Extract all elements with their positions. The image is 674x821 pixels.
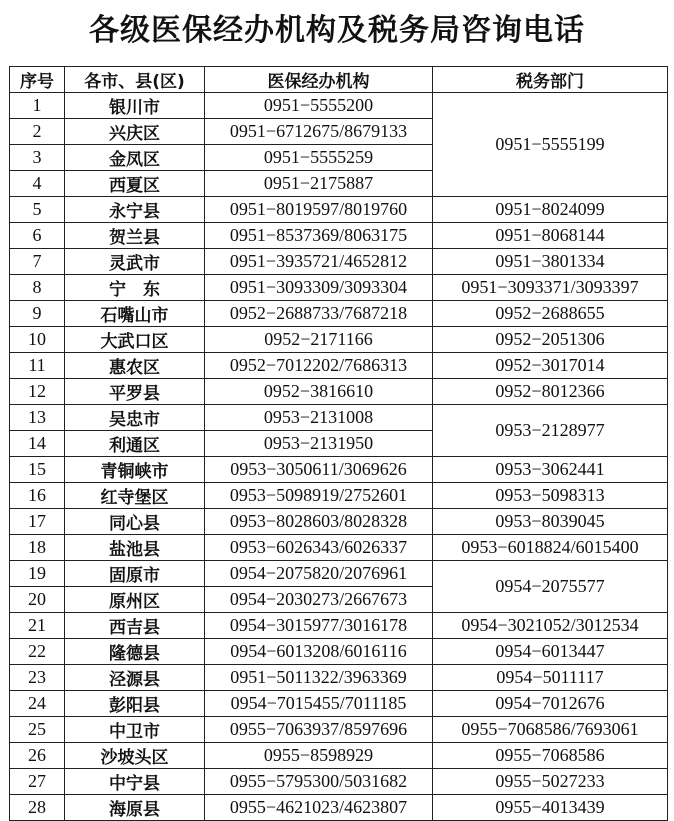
row-tax-phone: 0955−5027233 [433,769,668,795]
page-title: 各级医保经办机构及税务局咨询电话 [89,13,585,48]
row-tax-phone: 0952−2688655 [433,301,668,327]
table-row [10,457,668,483]
row-tax-phone: 0953−2128977 [433,405,668,457]
row-medical-phone: 0953−2131008 [205,405,433,431]
row-region: 泾源县 [65,665,205,691]
table-row [10,483,668,509]
row-tax-phone: 0951−3801334 [433,249,668,275]
row-index: 28 [10,795,65,821]
table-row [10,197,668,223]
row-index: 13 [10,405,65,431]
table-row [10,301,668,327]
table-row [10,665,668,691]
row-medical-phone: 0951−2175887 [205,171,433,197]
row-medical-phone: 0954−7015455/7011185 [205,691,433,717]
table-row [10,717,668,743]
row-tax-phone: 0953−5098313 [433,483,668,509]
row-index: 26 [10,743,65,769]
row-medical-phone: 0951−3935721/4652812 [205,249,433,275]
row-tax-phone: 0955−7068586/7693061 [433,717,668,743]
row-index: 19 [10,561,65,587]
row-index: 9 [10,301,65,327]
table-row [10,639,668,665]
row-medical-phone: 0953−3050611/3069626 [205,457,433,483]
row-index: 25 [10,717,65,743]
row-region: 沙坡头区 [65,743,205,769]
row-region: 中卫市 [65,717,205,743]
row-medical-phone: 0954−3015977/3016178 [205,613,433,639]
row-region: 贺兰县 [65,223,205,249]
row-region: 盐池县 [65,535,205,561]
row-tax-phone: 0955−4013439 [433,795,668,821]
row-tax-phone: 0953−8039045 [433,509,668,535]
row-tax-phone: 0953−3062441 [433,457,668,483]
row-index: 18 [10,535,65,561]
row-index: 5 [10,197,65,223]
row-index: 20 [10,587,65,613]
row-medical-phone: 0951−8537369/8063175 [205,223,433,249]
row-tax-phone: 0955−7068586 [433,743,668,769]
row-region: 灵武市 [65,249,205,275]
row-region: 惠农区 [65,353,205,379]
row-index: 7 [10,249,65,275]
row-region: 青铜峡市 [65,457,205,483]
row-medical-phone: 0951−6712675/8679133 [205,119,433,145]
row-region: 金凤区 [65,145,205,171]
row-medical-phone: 0955−8598929 [205,743,433,769]
row-medical-phone: 0954−6013208/6016116 [205,639,433,665]
row-index: 12 [10,379,65,405]
row-index: 17 [10,509,65,535]
row-region: 永宁县 [65,197,205,223]
header-tax-department: 税务部门 [433,67,668,93]
row-region: 西吉县 [65,613,205,639]
row-region: 彭阳县 [65,691,205,717]
table-row [10,691,668,717]
row-region: 同心县 [65,509,205,535]
contact-table [9,66,668,821]
table-row [10,509,668,535]
row-index: 23 [10,665,65,691]
row-index: 8 [10,275,65,301]
row-medical-phone: 0953−5098919/2752601 [205,483,433,509]
row-medical-phone: 0951−5555200 [205,93,433,119]
table-row [10,405,668,431]
row-region: 大武口区 [65,327,205,353]
row-index: 4 [10,171,65,197]
row-index: 6 [10,223,65,249]
row-index: 22 [10,639,65,665]
row-index: 14 [10,431,65,457]
header-index: 序号 [10,67,65,93]
row-tax-phone: 0954−5011117 [433,665,668,691]
row-tax-phone: 0951−5555199 [433,93,668,197]
row-region: 宁 东 [65,275,205,301]
row-medical-phone: 0954−2030273/2667673 [205,587,433,613]
row-index: 1 [10,93,65,119]
row-medical-phone: 0953−6026343/6026337 [205,535,433,561]
table-row [10,743,668,769]
row-region: 海原县 [65,795,205,821]
row-index: 21 [10,613,65,639]
row-index: 3 [10,145,65,171]
row-tax-phone: 0954−6013447 [433,639,668,665]
row-tax-phone: 0952−3017014 [433,353,668,379]
row-tax-phone: 0954−3021052/3012534 [433,613,668,639]
row-medical-phone: 0951−8019597/8019760 [205,197,433,223]
row-region: 利通区 [65,431,205,457]
row-index: 15 [10,457,65,483]
row-medical-phone: 0955−4621023/4623807 [205,795,433,821]
table-row [10,353,668,379]
row-index: 2 [10,119,65,145]
table-row [10,561,668,587]
row-medical-phone: 0952−2688733/7687218 [205,301,433,327]
row-region: 固原市 [65,561,205,587]
row-medical-phone: 0952−2171166 [205,327,433,353]
table-row [10,795,668,821]
row-medical-phone: 0955−5795300/5031682 [205,769,433,795]
header-medical-insurance: 医保经办机构 [205,67,433,93]
row-tax-phone: 0951−8068144 [433,223,668,249]
row-tax-phone: 0952−8012366 [433,379,668,405]
row-region: 原州区 [65,587,205,613]
row-index: 27 [10,769,65,795]
table-row [10,275,668,301]
table-row [10,535,668,561]
row-medical-phone: 0954−2075820/2076961 [205,561,433,587]
row-tax-phone: 0953−6018824/6015400 [433,535,668,561]
row-region: 银川市 [65,93,205,119]
row-medical-phone: 0951−5555259 [205,145,433,171]
row-medical-phone: 0953−8028603/8028328 [205,509,433,535]
table-row [10,327,668,353]
row-medical-phone: 0953−2131950 [205,431,433,457]
row-medical-phone: 0952−7012202/7686313 [205,353,433,379]
header-region: 各市、县(区) [65,67,205,93]
row-index: 24 [10,691,65,717]
row-medical-phone: 0955−7063937/8597696 [205,717,433,743]
row-region: 西夏区 [65,171,205,197]
row-medical-phone: 0951−3093309/3093304 [205,275,433,301]
row-tax-phone: 0954−2075577 [433,561,668,613]
table-row [10,249,668,275]
table-row [10,769,668,795]
row-tax-phone: 0951−3093371/3093397 [433,275,668,301]
row-region: 平罗县 [65,379,205,405]
table-row [10,613,668,639]
row-index: 11 [10,353,65,379]
table-row [10,93,668,119]
table-header-row [10,67,668,93]
row-region: 隆德县 [65,639,205,665]
row-tax-phone: 0954−7012676 [433,691,668,717]
row-index: 10 [10,327,65,353]
row-region: 红寺堡区 [65,483,205,509]
row-region: 吴忠市 [65,405,205,431]
row-tax-phone: 0952−2051306 [433,327,668,353]
row-region: 石嘴山市 [65,301,205,327]
row-region: 中宁县 [65,769,205,795]
row-tax-phone: 0951−8024099 [433,197,668,223]
row-medical-phone: 0951−5011322/3963369 [205,665,433,691]
row-region: 兴庆区 [65,119,205,145]
table-row [10,379,668,405]
table-row [10,223,668,249]
row-medical-phone: 0952−3816610 [205,379,433,405]
row-index: 16 [10,483,65,509]
